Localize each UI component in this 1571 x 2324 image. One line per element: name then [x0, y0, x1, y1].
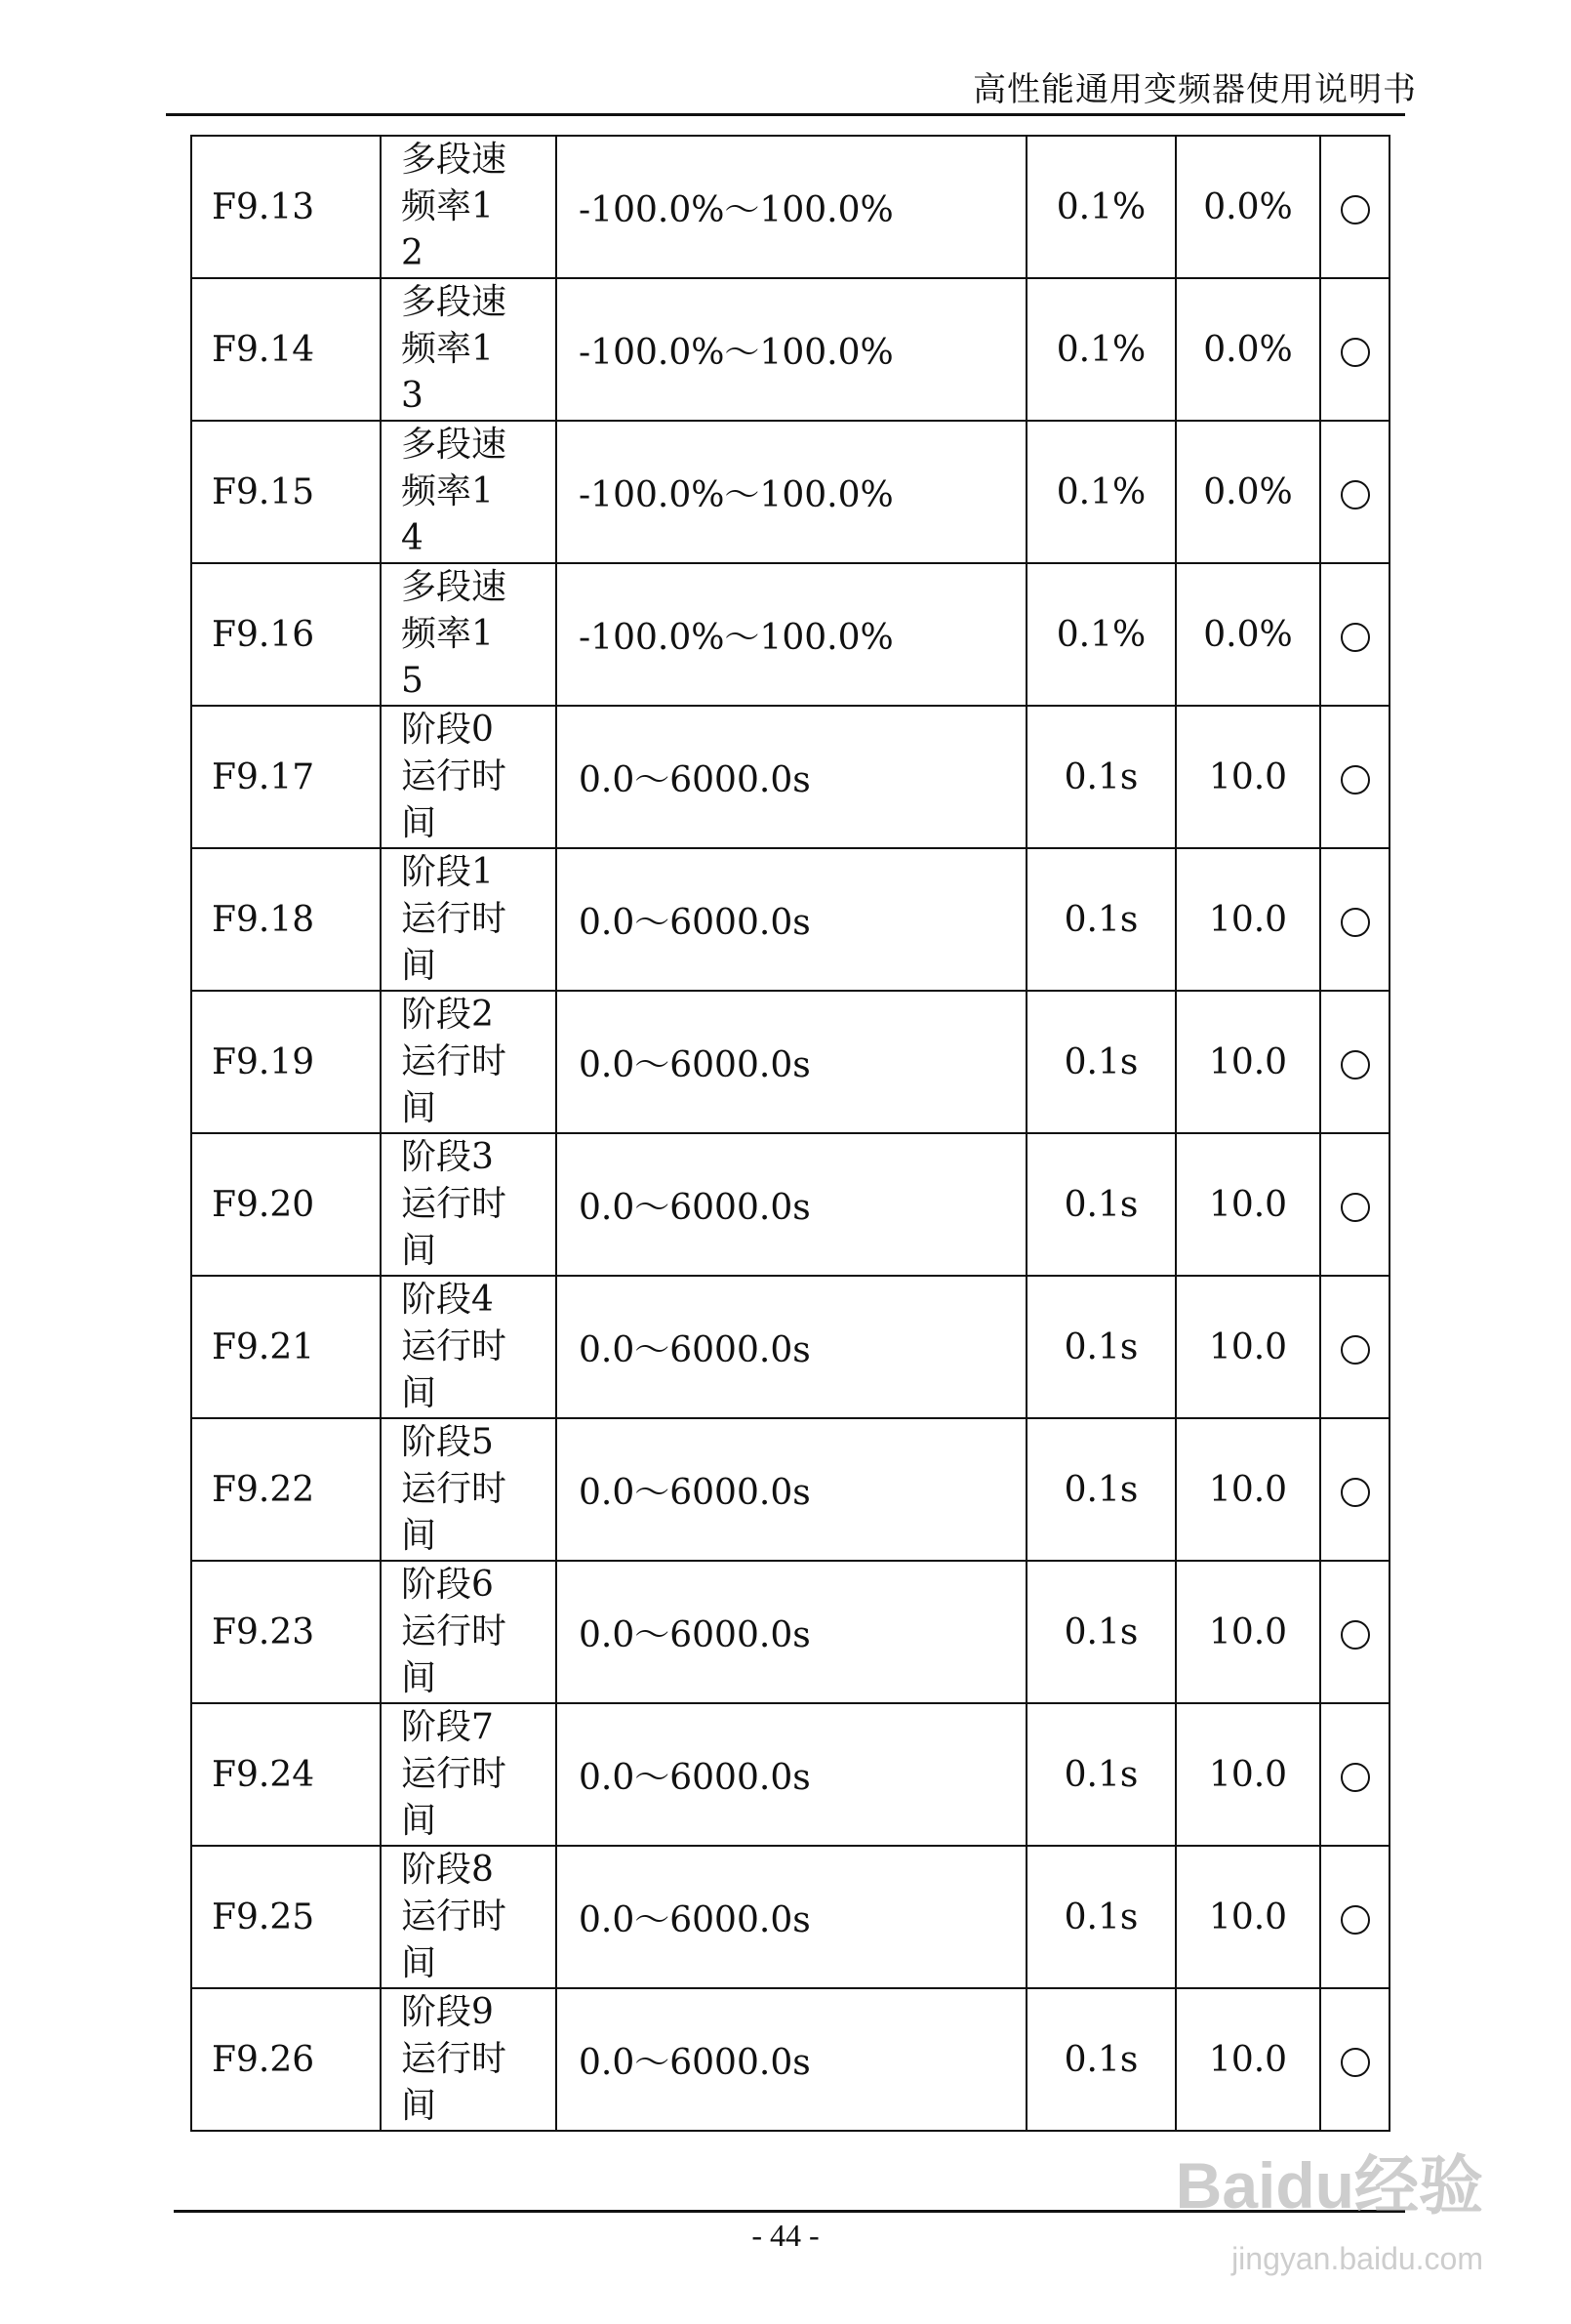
param-name-cell [381, 1276, 556, 1418]
header-divider [166, 113, 1405, 116]
param-attribute [1320, 1988, 1390, 2131]
circle-icon [1341, 1620, 1370, 1650]
parameter-table-body [191, 136, 1390, 2131]
param-name: 阶段0运行时间 [401, 710, 507, 843]
param-range: 0.0～6000.0s [556, 1418, 1027, 1561]
param-attribute [1320, 421, 1390, 563]
param-unit: 0.1% [1027, 278, 1176, 421]
table-row [191, 563, 1390, 706]
param-default: 0.0% [1176, 136, 1320, 278]
table-row [191, 1561, 1390, 1703]
param-attribute [1320, 991, 1390, 1133]
table-row [191, 1276, 1390, 1418]
param-code: F9.26 [191, 1988, 381, 2131]
table-row [191, 421, 1390, 563]
param-name: 多段速频率14 [401, 425, 507, 558]
param-unit: 0.1s [1027, 1988, 1176, 2131]
param-attribute [1320, 1846, 1390, 1988]
circle-icon [1341, 1478, 1370, 1507]
baidu-jingyan-watermark [1122, 2134, 1493, 2290]
param-range: -100.0%～100.0% [556, 136, 1027, 278]
table-row [191, 848, 1390, 991]
param-name-cell [381, 1561, 556, 1703]
param-range: -100.0%～100.0% [556, 278, 1027, 421]
table-row [191, 136, 1390, 278]
circle-icon [1341, 908, 1370, 937]
param-name-cell [381, 991, 556, 1133]
param-attribute [1320, 1703, 1390, 1846]
param-unit: 0.1s [1027, 1561, 1176, 1703]
param-range: 0.0～6000.0s [556, 1988, 1027, 2131]
param-name: 阶段6运行时间 [401, 1565, 507, 1698]
param-unit: 0.1s [1027, 1418, 1176, 1561]
param-name: 阶段8运行时间 [401, 1850, 507, 1983]
param-name: 阶段5运行时间 [401, 1422, 507, 1556]
table-row [191, 1703, 1390, 1846]
param-code: F9.17 [191, 706, 381, 848]
table-row [191, 1418, 1390, 1561]
param-default: 0.0% [1176, 563, 1320, 706]
param-range: 0.0～6000.0s [556, 991, 1027, 1133]
watermark-url: jingyan.baidu.com [1231, 2241, 1483, 2276]
param-code: F9.15 [191, 421, 381, 563]
circle-icon [1341, 623, 1370, 652]
param-name-cell [381, 136, 556, 278]
circle-icon [1341, 765, 1370, 795]
param-name: 阶段1运行时间 [401, 852, 507, 986]
param-name: 阶段2运行时间 [401, 995, 507, 1128]
param-unit: 0.1% [1027, 563, 1176, 706]
watermark-logo: Baidu经验 [1175, 2149, 1483, 2222]
param-unit: 0.1s [1027, 1276, 1176, 1418]
param-attribute [1320, 136, 1390, 278]
param-range: 0.0～6000.0s [556, 1703, 1027, 1846]
circle-icon [1341, 1335, 1370, 1365]
circle-icon [1341, 2048, 1370, 2077]
param-name-cell [381, 1703, 556, 1846]
param-code: F9.20 [191, 1133, 381, 1276]
param-name-cell [381, 706, 556, 848]
param-unit: 0.1s [1027, 1846, 1176, 1988]
param-default: 10.0 [1176, 1276, 1320, 1418]
param-default: 0.0% [1176, 421, 1320, 563]
document-header-title: 高性能通用变频器使用说明书 [973, 70, 1417, 109]
param-attribute [1320, 1276, 1390, 1418]
param-name: 阶段4运行时间 [401, 1280, 507, 1413]
param-attribute [1320, 563, 1390, 706]
circle-icon [1341, 1193, 1370, 1222]
param-name: 阶段9运行时间 [401, 1992, 507, 2126]
circle-icon [1341, 195, 1370, 224]
param-name-cell [381, 1133, 556, 1276]
param-default: 10.0 [1176, 991, 1320, 1133]
param-attribute [1320, 1418, 1390, 1561]
param-name-cell [381, 848, 556, 991]
circle-icon [1341, 480, 1370, 510]
param-name: 阶段3运行时间 [401, 1137, 507, 1271]
param-name: 多段速频率13 [401, 282, 507, 416]
param-default: 0.0% [1176, 278, 1320, 421]
param-default: 10.0 [1176, 848, 1320, 991]
param-range: 0.0～6000.0s [556, 848, 1027, 991]
param-unit: 0.1s [1027, 706, 1176, 848]
table-row [191, 1988, 1390, 2131]
param-range: 0.0～6000.0s [556, 1846, 1027, 1988]
param-code: F9.16 [191, 563, 381, 706]
circle-icon [1341, 1905, 1370, 1935]
param-default: 10.0 [1176, 1561, 1320, 1703]
param-name-cell [381, 1988, 556, 2131]
param-name: 多段速频率12 [401, 140, 507, 273]
circle-icon [1341, 1763, 1370, 1792]
table-row [191, 1846, 1390, 1988]
param-attribute [1320, 848, 1390, 991]
param-name-cell [381, 278, 556, 421]
param-default: 10.0 [1176, 706, 1320, 848]
param-unit: 0.1s [1027, 1703, 1176, 1846]
param-code: F9.22 [191, 1418, 381, 1561]
param-unit: 0.1s [1027, 991, 1176, 1133]
param-code: F9.21 [191, 1276, 381, 1418]
param-range: -100.0%～100.0% [556, 563, 1027, 706]
param-code: F9.19 [191, 991, 381, 1133]
page-number: - 44 - [751, 2218, 820, 2253]
param-name-cell [381, 1418, 556, 1561]
table-row [191, 706, 1390, 848]
param-attribute [1320, 1133, 1390, 1276]
param-range: 0.0～6000.0s [556, 706, 1027, 848]
circle-icon [1341, 1050, 1370, 1080]
param-code: F9.25 [191, 1846, 381, 1988]
param-unit: 0.1% [1027, 136, 1176, 278]
param-code: F9.18 [191, 848, 381, 991]
param-range: 0.0～6000.0s [556, 1276, 1027, 1418]
param-default: 10.0 [1176, 1418, 1320, 1561]
param-name-cell [381, 563, 556, 706]
param-attribute [1320, 278, 1390, 421]
param-name-cell [381, 1846, 556, 1988]
param-code: F9.23 [191, 1561, 381, 1703]
param-unit: 0.1s [1027, 848, 1176, 991]
param-range: 0.0～6000.0s [556, 1133, 1027, 1276]
param-name-cell [381, 421, 556, 563]
param-attribute [1320, 1561, 1390, 1703]
param-unit: 0.1s [1027, 1133, 1176, 1276]
param-default: 10.0 [1176, 1133, 1320, 1276]
table-row [191, 991, 1390, 1133]
param-attribute [1320, 706, 1390, 848]
param-range: -100.0%～100.0% [556, 421, 1027, 563]
circle-icon [1341, 338, 1370, 367]
param-range: 0.0～6000.0s [556, 1561, 1027, 1703]
table-row [191, 278, 1390, 421]
table-row [191, 1133, 1390, 1276]
param-code: F9.13 [191, 136, 381, 278]
parameter-table [190, 135, 1390, 2132]
param-name: 阶段7运行时间 [401, 1707, 507, 1841]
param-unit: 0.1% [1027, 421, 1176, 563]
param-code: F9.14 [191, 278, 381, 421]
param-name: 多段速频率15 [401, 567, 507, 701]
param-default: 10.0 [1176, 1988, 1320, 2131]
param-default: 10.0 [1176, 1703, 1320, 1846]
param-code: F9.24 [191, 1703, 381, 1846]
param-default: 10.0 [1176, 1846, 1320, 1988]
